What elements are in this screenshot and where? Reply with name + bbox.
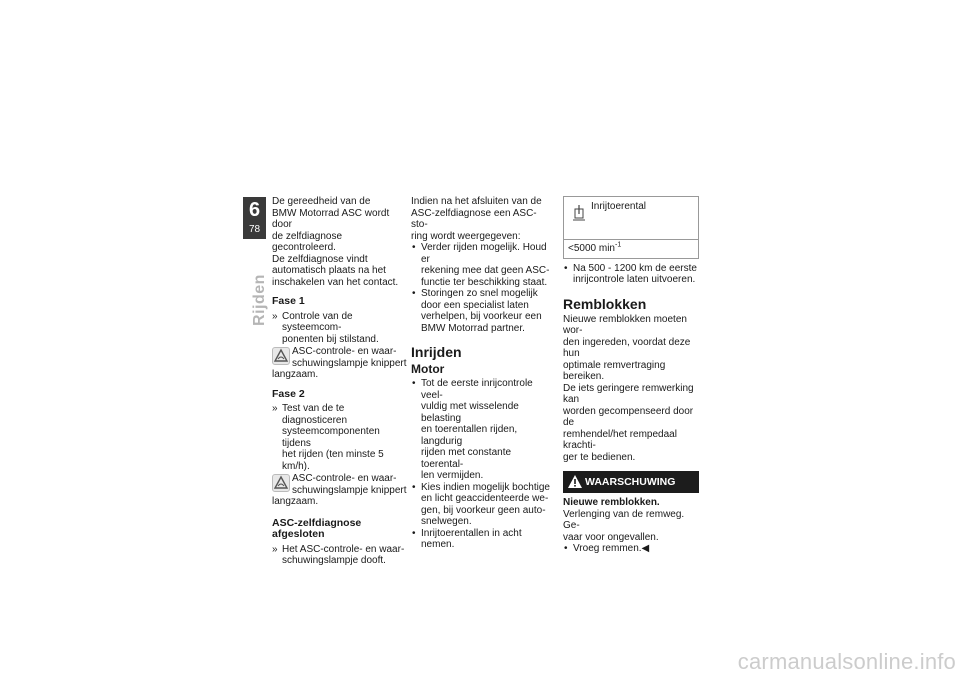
text-line: langzaam. [272, 369, 319, 380]
list-item [411, 482, 551, 528]
text-line: Inrijtoerentallen in acht nemen. [421, 527, 522, 550]
warning-banner [563, 471, 699, 493]
text-line: len vermijden. [421, 470, 484, 481]
text-line: ASC-controle- en waar- [292, 473, 397, 484]
text-line: ger te bedienen. [563, 451, 636, 463]
text-line: optimale remvertraging bereiken. [563, 359, 666, 382]
text-line: Test van de te diagnosticeren [282, 403, 348, 426]
intro-paragraph [411, 196, 551, 242]
bullet-marker: • [412, 527, 416, 539]
bullet-marker: • [412, 378, 416, 389]
text-line: De iets geringere remwerking kan [563, 382, 694, 405]
text-line: Verlenging van de remweg. Ge- [563, 508, 685, 531]
spec-box [563, 196, 699, 259]
heading-fase-1: Fase 1 [272, 295, 305, 307]
indicator-row [272, 346, 408, 369]
text-line: den ingereden, voordat deze hun [563, 336, 691, 359]
text-line: ponenten bij stilstand. [282, 333, 379, 345]
heading-remblokken: Remblokken [563, 295, 647, 312]
asc-warning-lamp-icon [272, 474, 290, 492]
column-1 [272, 196, 408, 567]
text-line: ASC-zelfdiagnose een ASC-sto- [411, 207, 537, 230]
text-line: langzaam. [272, 496, 319, 507]
step-item [272, 544, 408, 567]
arrow-marker: » [272, 310, 278, 322]
watermark-url: carmanualsonline.info [737, 649, 956, 674]
heading-fase-2: Fase 2 [272, 387, 305, 400]
spec-box-title: Inrijtoerental [591, 201, 647, 212]
bullet-marker: • [412, 481, 416, 493]
step-item [272, 403, 408, 472]
text-line: de zelfdiagnose gecontroleerd. [272, 230, 343, 253]
list-item [411, 288, 551, 334]
text-line: systeemcomponenten tijdens [282, 426, 380, 449]
text-line: rijden met constante toerental- [421, 447, 512, 470]
bullet-marker: • [564, 543, 568, 554]
text-line: Indien na het afsluiten van de [411, 196, 542, 207]
text-line: door een specialist laten [421, 299, 529, 311]
heading-inrijden: Inrijden [411, 344, 462, 360]
text-line: Tot de eerste inrijcontrole veel- [421, 378, 533, 401]
text-line: De zelfdiagnose vindt [272, 253, 368, 265]
chapter-tab [243, 197, 266, 239]
tachometer-icon [572, 203, 586, 225]
page-number: 78 [248, 224, 261, 235]
text-line: Controle van de systeemcom- [282, 310, 353, 333]
list-item [563, 263, 699, 286]
text-line: verhelpen, bij voorkeur een [421, 311, 542, 322]
bullet-marker: • [564, 262, 568, 274]
end-of-section-mark: ◀ [641, 543, 650, 554]
asc-warning-lamp-icon [272, 347, 290, 365]
heading-motor: Motor [411, 362, 445, 376]
remblokken-paragraph [563, 314, 699, 464]
spec-value-exponent: -1 [614, 241, 622, 249]
text-line: schuwingslampje knippert [292, 357, 407, 369]
chapter-number: 6 [248, 199, 261, 221]
bullet-marker: • [412, 242, 416, 253]
text-line: schuwingslampje dooft. [282, 555, 386, 566]
text-line: ASC-controle- en waar- [292, 346, 397, 357]
text-line: BMW Motorrad partner. [421, 322, 525, 334]
chapter-side-label: Rijden [251, 274, 268, 326]
warning-title: Nieuwe remblokken. [563, 497, 660, 508]
spec-box-header [564, 197, 698, 240]
list-item [563, 543, 699, 555]
text-line: Na 500 - 1200 km de eerste [573, 262, 697, 274]
text-line: inrijcontrole laten uitvoeren. [573, 274, 696, 285]
warning-triangle-icon [567, 474, 583, 497]
text-line: worden gecompenseerd door de [563, 405, 694, 428]
text-line: en licht geaccidenteerde we- [421, 493, 549, 504]
text-line: vaar voor ongevallen. [563, 531, 659, 543]
text-line: Storingen zo snel mogelijk [421, 288, 538, 299]
text-line: gen, bij voorkeur geen auto- [421, 504, 546, 516]
text-line: inschakelen van het contact. [272, 276, 399, 288]
arrow-marker: » [272, 543, 278, 555]
column-2 [411, 196, 551, 551]
spec-box-value [564, 240, 698, 258]
text-line: vuldig met wisselende belasting [421, 401, 519, 424]
step-item [272, 311, 408, 346]
list-item [411, 378, 551, 482]
text-line: Het ASC-controle- en waar- [282, 543, 405, 555]
indicator-row [272, 473, 408, 496]
text-line: functie ter beschikking staat. [421, 276, 548, 288]
text-line: De gereedheid van de [272, 196, 371, 207]
intro-paragraph [272, 196, 408, 288]
arrow-marker: » [272, 403, 278, 414]
text-line: snelwegen. [421, 516, 472, 527]
bullet-marker: • [412, 288, 416, 299]
warning-label: WAARSCHUWING [585, 476, 676, 488]
text-line: Kies indien mogelijk bochtige [421, 481, 550, 493]
text-line: Nieuwe remblokken moeten wor- [563, 313, 687, 336]
text-line: remhendel/het rempedaal krachti- [563, 428, 677, 451]
text-line: automatisch plaats na het [272, 265, 386, 276]
text-line: het rijden (ten minste 5 km/h). [282, 449, 384, 472]
list-item [411, 528, 551, 551]
text-line: rekening mee dat geen ASC- [421, 265, 550, 276]
column-3 [563, 196, 699, 555]
text-line: schuwingslampje knippert [292, 484, 407, 496]
text-line: Vroeg remmen. [573, 543, 642, 554]
heading-asc-zelfdiagnose: ASC-zelfdiagnose afgesloten [272, 516, 362, 540]
text-line: en toerentallen rijden, langdurig [421, 424, 518, 447]
text-line: ring wordt weergegeven: [411, 230, 521, 242]
text-line: BMW Motorrad ASC wordt door [272, 207, 390, 230]
spec-value-text: <5000 min [568, 243, 615, 254]
text-line: Verder rijden mogelijk. Houd er [421, 242, 547, 265]
list-item [411, 242, 551, 288]
